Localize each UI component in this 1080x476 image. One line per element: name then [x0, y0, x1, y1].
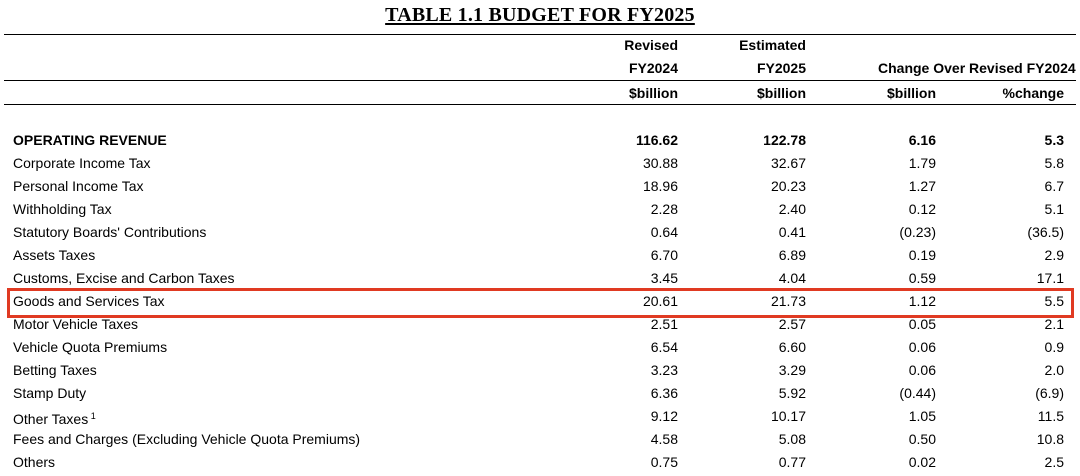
row-label: Withholding Tax — [13, 201, 112, 217]
unit-percent: %change — [1002, 85, 1064, 101]
header-rule-1 — [4, 80, 1076, 81]
header-revised-line2: FY2024 — [628, 60, 678, 76]
table-row-section-heading — [0, 129, 1080, 152]
row-label: Goods and Services Tax — [13, 293, 165, 309]
value-revised: 0.75 — [650, 454, 678, 470]
value-revised: 4.58 — [650, 431, 678, 447]
value-revised: 3.23 — [650, 362, 678, 378]
header-estimated-line1: Estimated — [739, 37, 806, 53]
value-percent-change: 11.5 — [1037, 408, 1064, 424]
header-change-group: Change Over Revised FY2024 — [878, 60, 1076, 76]
value-percent-change: 5.5 — [1044, 293, 1064, 309]
unit-estimated: $billion — [757, 85, 806, 101]
value-change: 0.12 — [908, 201, 936, 217]
table-row — [0, 359, 1080, 382]
value-percent-change: 2.9 — [1044, 247, 1064, 263]
value-estimated: 2.40 — [778, 201, 806, 217]
value-estimated: 20.23 — [770, 178, 806, 194]
value-estimated: 122.78 — [763, 132, 806, 148]
row-label: Assets Taxes — [13, 247, 96, 263]
value-change: 1.79 — [908, 155, 936, 171]
row-label: Personal Income Tax — [13, 178, 144, 194]
value-estimated: 5.08 — [778, 431, 806, 447]
value-revised: 2.51 — [650, 316, 678, 332]
value-percent-change: 0.9 — [1044, 339, 1064, 355]
value-change: 1.12 — [908, 293, 936, 309]
value-revised: 0.64 — [650, 224, 678, 240]
value-percent-change: (6.9) — [1035, 385, 1064, 401]
highlight-box — [7, 288, 1074, 318]
value-change: (0.44) — [899, 385, 936, 401]
value-change: 0.50 — [908, 431, 936, 447]
value-revised: 6.36 — [650, 385, 678, 401]
value-estimated: 2.57 — [778, 316, 806, 332]
table-row — [0, 451, 1080, 474]
value-percent-change: 2.0 — [1044, 362, 1064, 378]
value-change: 0.19 — [908, 247, 936, 263]
value-change: 0.05 — [908, 316, 936, 332]
table-title: TABLE 1.1 BUDGET FOR FY2025 — [385, 4, 695, 26]
table-row — [0, 267, 1080, 290]
value-revised: 18.96 — [642, 178, 678, 194]
footnote-marker: 1 — [88, 411, 96, 421]
value-percent-change: 5.1 — [1044, 201, 1064, 217]
row-label: Other Taxes $^1$ — [13, 411, 96, 427]
value-estimated: 0.77 — [778, 454, 806, 470]
value-revised: 2.28 — [650, 201, 678, 217]
row-label: Others — [13, 454, 56, 470]
table-row — [0, 428, 1080, 451]
row-label: Customs, Excise and Carbon Taxes — [13, 270, 235, 286]
value-estimated: 6.89 — [778, 247, 806, 263]
table-row — [0, 152, 1080, 175]
value-percent-change: 6.7 — [1044, 178, 1064, 194]
value-estimated: 3.29 — [778, 362, 806, 378]
value-change: 0.06 — [908, 362, 936, 378]
value-revised: 3.45 — [650, 270, 678, 286]
row-label: Motor Vehicle Taxes — [13, 316, 139, 332]
header-rule-2 — [4, 104, 1076, 105]
row-label: Corporate Income Tax — [13, 155, 151, 171]
value-percent-change: 10.8 — [1036, 431, 1064, 447]
value-change: 0.06 — [908, 339, 936, 355]
value-estimated: 5.92 — [778, 385, 806, 401]
table-row — [0, 198, 1080, 221]
unit-change: $billion — [887, 85, 936, 101]
header-estimated-line2: FY2025 — [756, 60, 806, 76]
row-label: OPERATING REVENUE — [13, 132, 167, 148]
value-estimated: 6.60 — [778, 339, 806, 355]
unit-revised: $billion — [629, 85, 678, 101]
value-revised: 20.61 — [642, 293, 678, 309]
table-row — [0, 244, 1080, 267]
row-label: Statutory Boards' Contributions — [13, 224, 207, 240]
row-label: Vehicle Quota Premiums — [13, 339, 168, 355]
value-change: 0.59 — [908, 270, 936, 286]
value-change: 1.05 — [908, 408, 936, 424]
value-revised: 9.12 — [650, 408, 678, 424]
row-label: Stamp Duty — [13, 385, 87, 401]
row-label: Fees and Charges (Excluding Vehicle Quota Premiums) — [13, 431, 361, 447]
value-revised: 6.70 — [650, 247, 678, 263]
table-row — [0, 221, 1080, 244]
value-percent-change: (36.5) — [1027, 224, 1064, 240]
value-revised: 6.54 — [650, 339, 678, 355]
value-change: (0.23) — [899, 224, 936, 240]
value-estimated: 21.73 — [770, 293, 806, 309]
header-revised-line1: Revised — [624, 37, 678, 53]
value-revised: 30.88 — [642, 155, 678, 171]
value-estimated: 10.17 — [770, 408, 806, 424]
table-row — [0, 382, 1080, 405]
value-change: 6.16 — [908, 132, 936, 148]
table-row — [0, 405, 1080, 428]
value-percent-change: 5.8 — [1044, 155, 1064, 171]
table-row — [0, 175, 1080, 198]
value-percent-change: 17.1 — [1036, 270, 1064, 286]
top-rule — [4, 34, 1076, 35]
value-estimated: 0.41 — [778, 224, 806, 240]
value-estimated: 4.04 — [778, 270, 806, 286]
value-percent-change: 5.3 — [1044, 132, 1064, 148]
table-row — [0, 336, 1080, 359]
value-estimated: 32.67 — [770, 155, 806, 171]
value-change: 1.27 — [908, 178, 936, 194]
row-label: Betting Taxes — [13, 362, 97, 378]
value-change: 0.02 — [908, 454, 936, 470]
value-percent-change: 2.5 — [1044, 454, 1064, 470]
value-percent-change: 2.1 — [1044, 316, 1064, 332]
value-revised: 116.62 — [635, 132, 678, 148]
